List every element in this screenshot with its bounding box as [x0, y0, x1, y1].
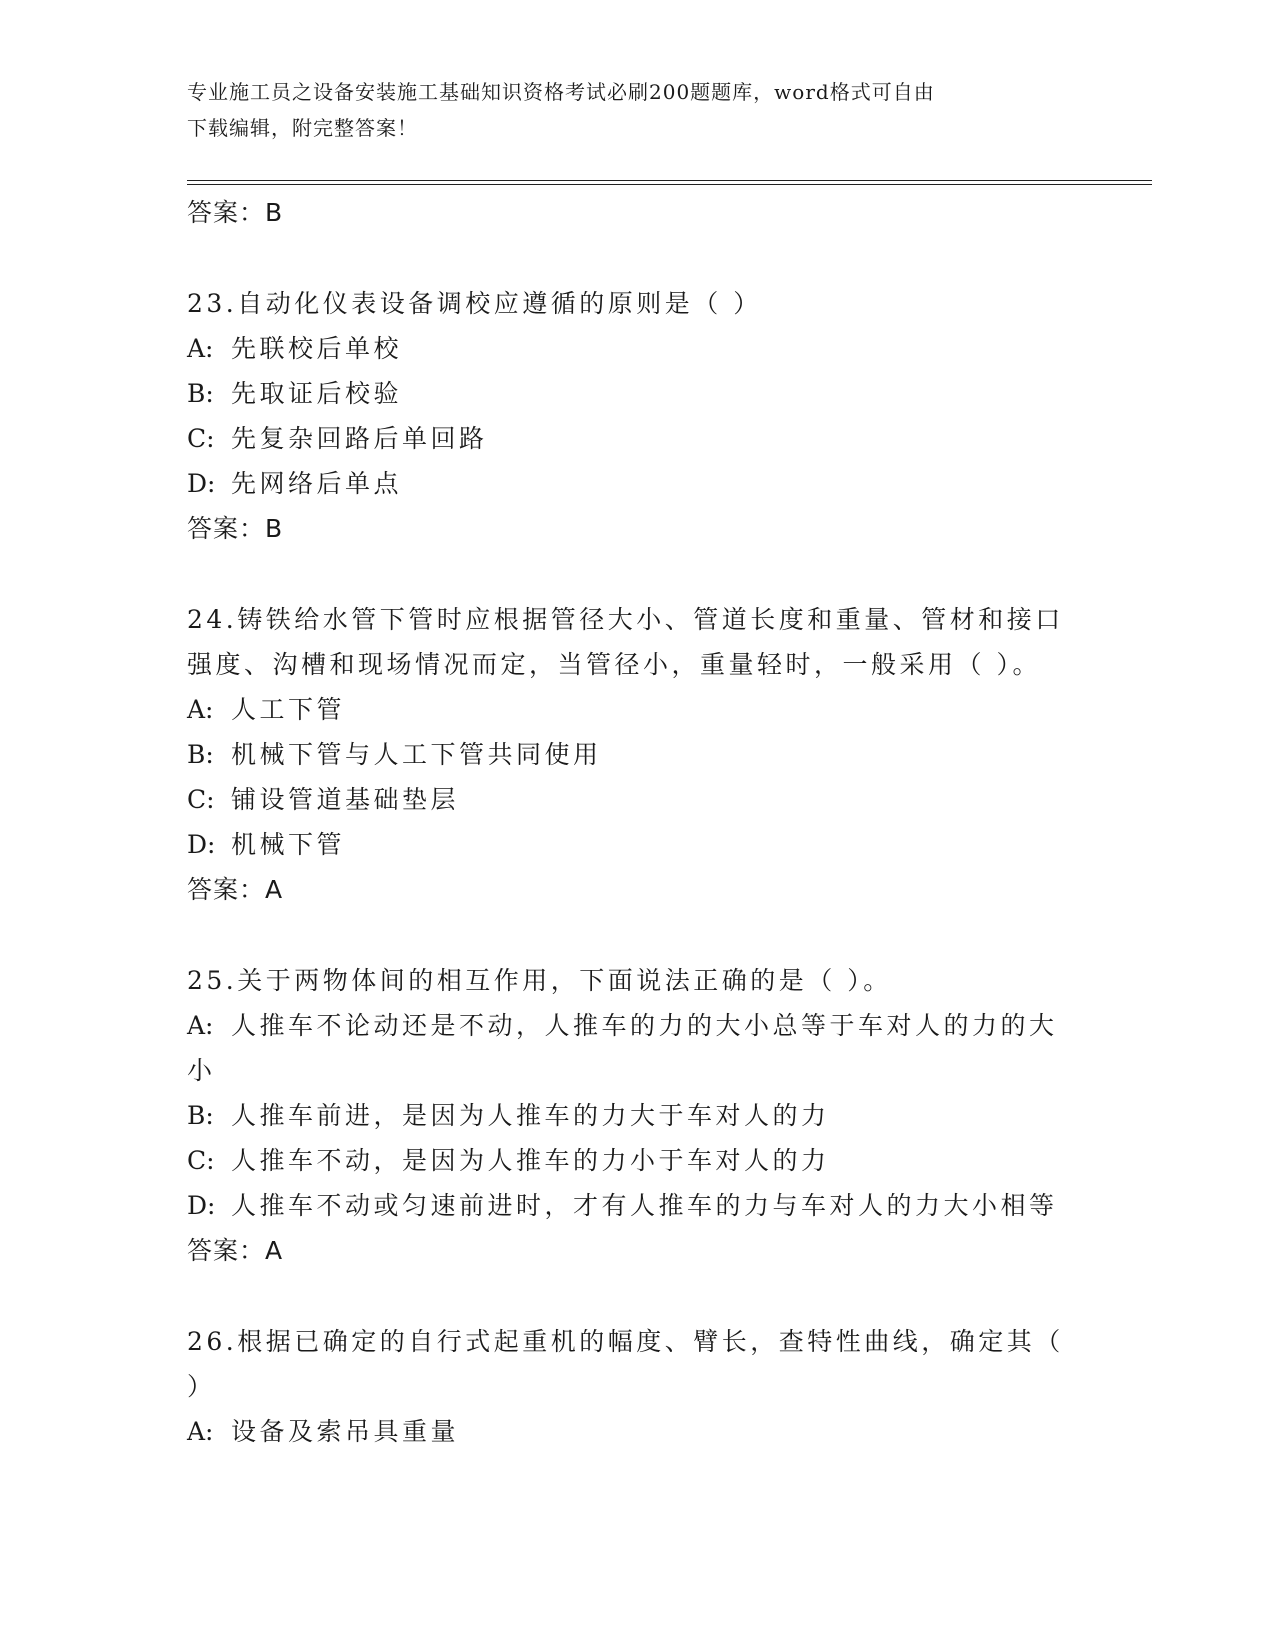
- option-text: 先复杂回路后单回路: [231, 424, 488, 453]
- document-body: [187, 190, 1077, 1454]
- option-key: D:: [187, 1191, 216, 1220]
- option-key: C:: [187, 1146, 215, 1175]
- answer-label: 答案：A: [187, 1236, 284, 1265]
- option-key: A:: [187, 695, 214, 724]
- question-text: 23.自动化仪表设备调校应遵循的原则是（ ）: [187, 289, 762, 318]
- question-text: 24.铸铁给水管下管时应根据管径大小、管道长度和重量、管材和接口: [187, 605, 1064, 634]
- option-c: [187, 416, 1077, 461]
- header-divider-bottom: [187, 184, 1152, 185]
- option-b: [187, 371, 1077, 416]
- answer-label: 答案：A: [187, 875, 284, 904]
- question-item: [187, 1319, 1077, 1454]
- option-key: C:: [187, 424, 215, 453]
- header-line-2: 下载编辑，附完整答案！: [187, 116, 418, 140]
- option-text: 人推车不动或匀速前进时，才有人推车的力与车对人的力大小相等: [231, 1191, 1058, 1220]
- option-d: [187, 822, 1077, 867]
- option-text: 人推车不动，是因为人推车的力小于车对人的力: [231, 1146, 830, 1175]
- option-text: 人推车不论动还是不动，人推车的力的大小总等于车对人的力的大: [231, 1011, 1058, 1040]
- option-d: [187, 1183, 1077, 1228]
- option-text: 人推车前进，是因为人推车的力大于车对人的力: [231, 1101, 830, 1130]
- option-key: A:: [187, 1417, 214, 1446]
- question-text: 26.根据已确定的自行式起重机的幅度、臂长，查特性曲线，确定其（: [187, 1327, 1064, 1356]
- option-text-continued: 小: [187, 1056, 216, 1085]
- answer-label: 答案：B: [187, 198, 284, 227]
- option-text: 机械下管与人工下管共同使用: [231, 740, 602, 769]
- option-key: C:: [187, 785, 215, 814]
- question-text: 强度、沟槽和现场情况而定，当管径小，重量轻时，一般采用（ ）。: [187, 650, 1041, 679]
- option-d: [187, 461, 1077, 506]
- option-key: D:: [187, 830, 216, 859]
- header-divider-top: [187, 180, 1152, 181]
- option-key: B:: [187, 379, 214, 408]
- option-key: B:: [187, 740, 214, 769]
- option-a: [187, 687, 1077, 732]
- option-a: [187, 326, 1077, 371]
- option-key: D:: [187, 469, 216, 498]
- question-item: [187, 958, 1077, 1273]
- document-header: [187, 74, 1067, 146]
- answer-label: 答案：B: [187, 514, 284, 543]
- header-line-1: 专业施工员之设备安装施工基础知识资格考试必刷200题题库，word格式可自由: [187, 80, 935, 104]
- option-text: 先取证后校验: [231, 379, 403, 408]
- option-key: A:: [187, 334, 214, 363]
- question-text: ）: [187, 1372, 216, 1401]
- question-item: [187, 597, 1077, 912]
- option-text: 铺设管道基础垫层: [231, 785, 460, 814]
- option-a: [187, 1409, 1077, 1454]
- option-c: [187, 777, 1077, 822]
- option-text: 先联校后单校: [231, 334, 403, 363]
- option-text: 设备及索吊具重量: [231, 1417, 460, 1446]
- question-item: [187, 281, 1077, 551]
- option-text: 先网络后单点: [231, 469, 403, 498]
- option-text: 人工下管: [231, 695, 346, 724]
- question-text: 25.关于两物体间的相互作用，下面说法正确的是（ ）。: [187, 966, 892, 995]
- option-b: [187, 732, 1077, 777]
- option-key: B:: [187, 1101, 214, 1130]
- option-c: [187, 1138, 1077, 1183]
- option-a: [187, 1003, 1077, 1048]
- option-b: [187, 1093, 1077, 1138]
- option-key: A:: [187, 1011, 214, 1040]
- option-text: 机械下管: [231, 830, 346, 859]
